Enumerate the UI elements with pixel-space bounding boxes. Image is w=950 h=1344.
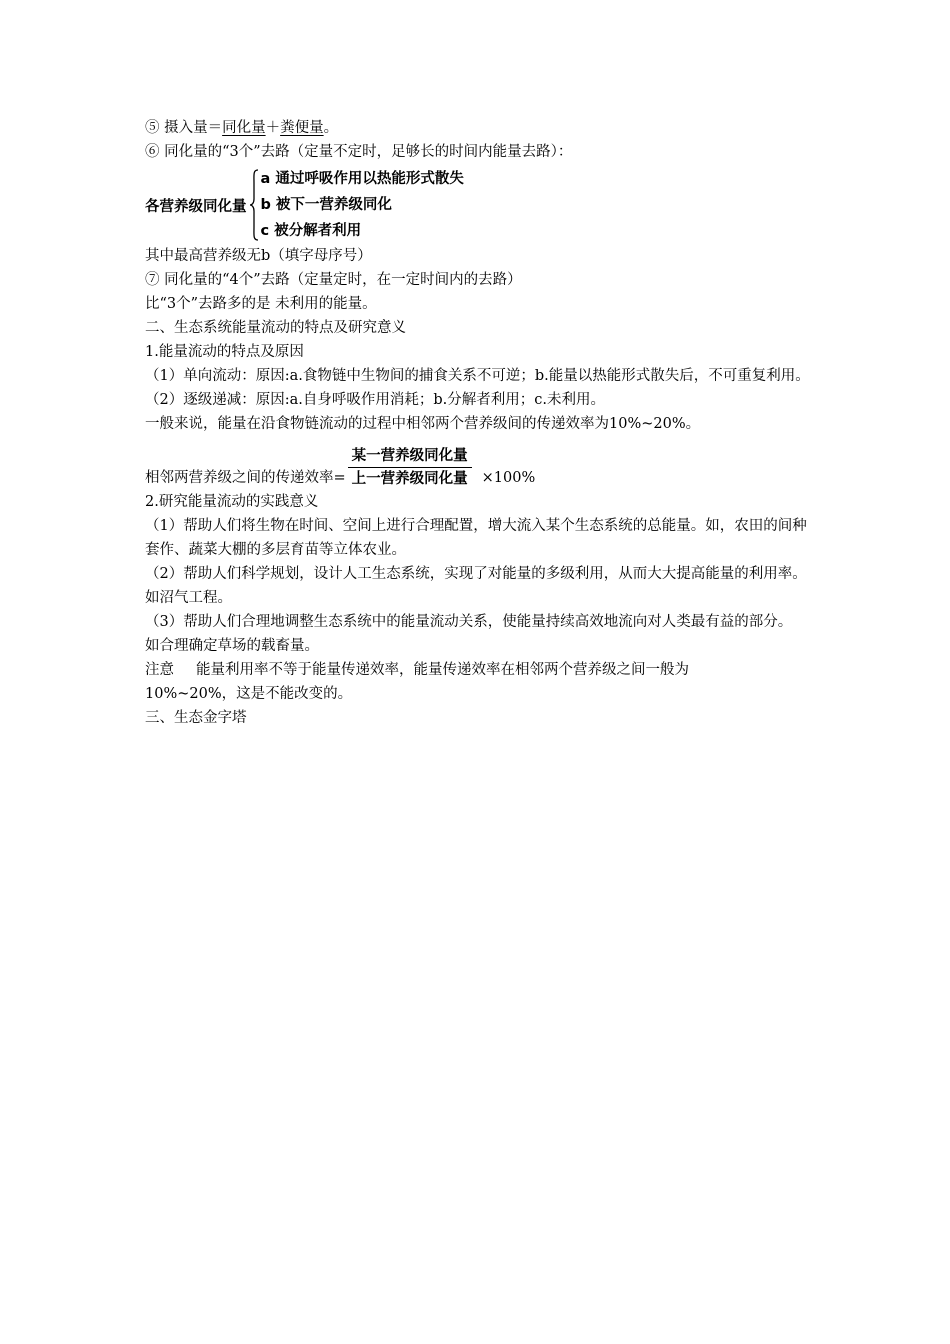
point-6: ⑥ 同化量的“3个”去路（定量不定时，足够长的时间内能量去路）： — [145, 144, 573, 160]
feces-term: 粪便量 — [280, 120, 324, 136]
formula-multiplier: ×100% — [481, 470, 536, 486]
efficiency-formula — [145, 438, 815, 490]
formula-fraction — [348, 445, 472, 490]
point-5-end: 。 — [323, 120, 339, 136]
top-level-note: 其中最高营养级无b（填字母序号） — [145, 248, 372, 264]
paragraph-decreasing: （2）逐级递减：原因:a.自身呼吸作用消耗；b.分解者利用；c.未利用。 — [145, 392, 605, 408]
paragraph-practice-2: （2）帮助人们科学规划，设计人工生态系统，实现了对能量的多级利用，从而大大提高能量的利用率。如沼气工程。 — [145, 566, 807, 606]
note-label: 注意 — [145, 662, 174, 678]
assimilation-term: 同化量 — [222, 120, 266, 136]
paragraph-practice-3 — [145, 610, 815, 658]
section-3-heading: 三、生态金字塔 — [145, 710, 247, 726]
formula-denominator: 上一营养级同化量 — [351, 471, 468, 487]
paragraph-efficiency: 一般来说，能量在沿食物链流动的过程中相邻两个营养级间的传递效率为10%~20%。 — [145, 416, 701, 432]
brace-item-c: c 被分解者利用 — [260, 223, 362, 239]
paragraph-one-way-flow: （1）单向流动：原因:a.食物链中生物间的捕食关系不可逆；b.能量以热能形式散失后，不可重复利用。 — [145, 368, 810, 384]
point-5-prefix: ⑤ 摄入量＝ — [145, 120, 223, 136]
note-line-2: 10%~20%，这是不能改变的。 — [145, 686, 353, 702]
brace-items — [261, 167, 464, 243]
assimilation-brace-diagram — [145, 166, 815, 244]
paragraph-practice-1: （1）帮助人们将生物在时间、空间上进行合理配置，增大流入某个生态系统的总能量。如，农田的间种套作、蔬菜大棚的多层育苗等立体农业。 — [145, 518, 807, 558]
point-7: ⑦ 同化量的“4个”去路（定量定时，在一定时间内的去路） — [145, 272, 522, 288]
note-line — [145, 658, 815, 682]
subsection-2-heading: 2.研究能量流动的实践意义 — [145, 494, 319, 510]
formula-numerator: 某一营养级同化量 — [351, 448, 468, 464]
document-page — [145, 116, 815, 730]
subsection-1-heading: 1.能量流动的特点及原因 — [145, 344, 304, 360]
formula-label: 相邻两营养级之间的传递效率= — [145, 470, 346, 486]
brace-label: 各营养级同化量 — [145, 198, 247, 215]
practice-3-text: （3）帮助人们合理地调整生态系统中的能量流动关系，使能量持续高效地流向对人类最有益的部分。 — [145, 614, 793, 630]
section-2-heading: 二、生态系统能量流动的特点及研究意义 — [145, 320, 406, 336]
plus-sign: ＋ — [265, 120, 281, 136]
practice-3-example: 如合理确定草场的载畜量。 — [145, 638, 319, 654]
brace-item-b: b 被下一营养级同化 — [260, 197, 392, 213]
left-brace-icon — [249, 169, 259, 241]
point-7-extra: 比“3个”去路多的是 未利用的能量。 — [145, 296, 377, 312]
note-text: 能量利用率不等于能量传递效率，能量传递效率在相邻两个营养级之间一般为 — [196, 662, 689, 678]
brace-item-a: a 通过呼吸作用以热能形式散失 — [260, 171, 464, 187]
point-5 — [145, 116, 815, 140]
